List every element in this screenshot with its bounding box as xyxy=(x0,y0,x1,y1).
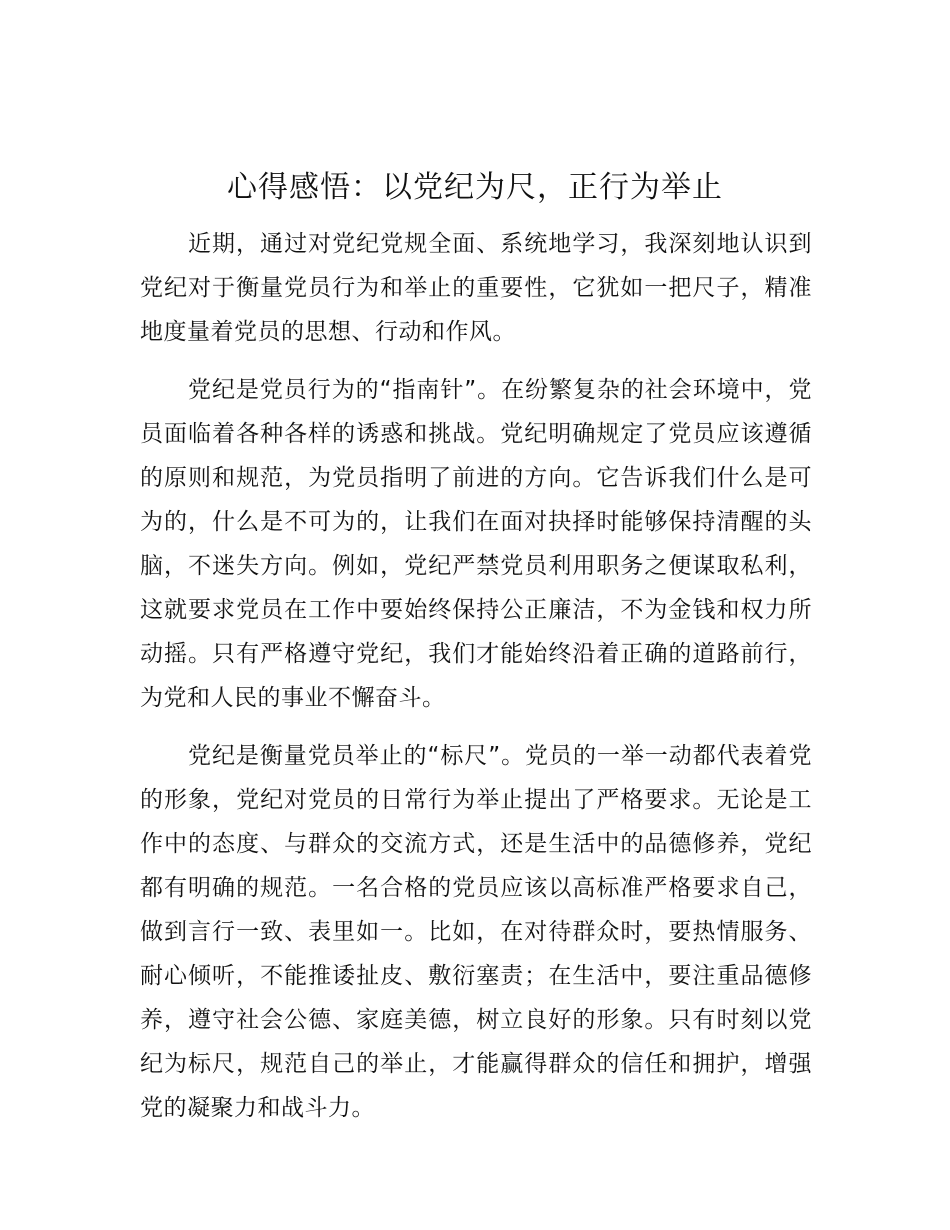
document-body xyxy=(140,222,812,1144)
document-title: 心得感悟：以党纪为尺，正行为举止 xyxy=(227,170,723,205)
paragraph-intro: 近期，通过对党纪党规全面、系统地学习，我深刻地认识到党纪对于衡量党员行为和举止的重要性，它犹如一把尺子，精准地度量着党员的思想、行动和作风。 xyxy=(140,231,812,345)
paragraph-ruler: 党纪是衡量党员举止的“标尺”。党员的一举一动都代表着党的形象，党纪对党员的日常行为举止提出了严格要求。无论是工作中的态度、与群众的交流方式，还是生活中的品德修养，党纪都有明确的规范。一名合格的党员应该以高标准严格要求自己，做到言行一致、表里如一。比如，在对待群众时，要热情服务、耐心倾听，不能推诿扯皮、敷衍塞责；在生活中，要注重品德修养，遵守社会公德、家庭美德，树立良好的形象。只有时刻以党纪为标尺，规范自己的举止，才能赢得群众的信任和拥护，增强党的凝聚力和战斗力。 xyxy=(140,743,812,1121)
paragraph-compass: 党纪是党员行为的“指南针”。在纷繁复杂的社会环境中，党员面临着各种各样的诱惑和挑战。党纪明确规定了党员应该遵循的原则和规范，为党员指明了前进的方向。它告诉我们什么是可为的，什么是不可为的，让我们在面对抉择时能够保持清醒的头脑，不迷失方向。例如，党纪严禁党员利用职务之便谋取私利，这就要求党员在工作中要始终保持公正廉洁，不为金钱和权力所动摇。只有严格遵守党纪，我们才能始终沿着正确的道路前行，为党和人民的事业不懈奋斗。 xyxy=(140,377,812,711)
